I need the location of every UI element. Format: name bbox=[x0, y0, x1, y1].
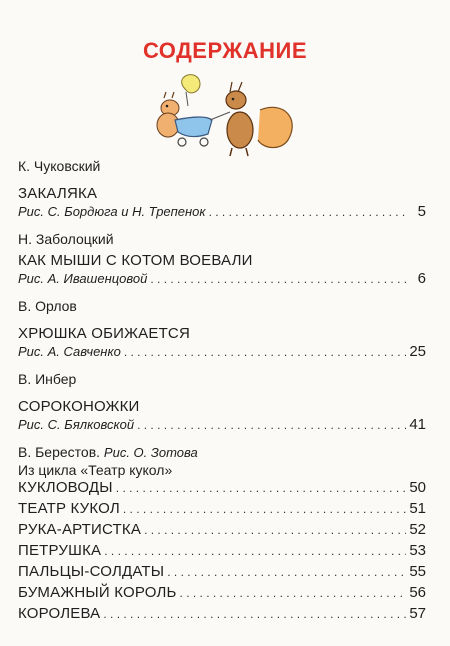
cycle-title: Из цикла «Театр кукол» bbox=[18, 462, 173, 478]
page-number: 57 bbox=[409, 605, 426, 622]
poem-title: РУКА-АРТИСТКА bbox=[18, 521, 142, 538]
list-item bbox=[18, 542, 426, 563]
dot-leader bbox=[116, 481, 407, 495]
page-number: 5 bbox=[417, 203, 426, 220]
entry-credit: Рис. А. Ивашенцовой bbox=[18, 271, 148, 286]
page-number: 55 bbox=[409, 563, 426, 580]
page-number: 41 bbox=[409, 416, 426, 433]
table-of-contents bbox=[18, 157, 426, 626]
dot-leader bbox=[124, 345, 406, 359]
poem-title: БУМАЖНЫЙ КОРОЛЬ bbox=[18, 584, 177, 601]
entry-author: В. Орлов bbox=[18, 298, 77, 314]
entry-title: КАК МЫШИ С КОТОМ ВОЕВАЛИ bbox=[18, 252, 253, 269]
entry-credit: Рис. А. Савченко bbox=[18, 344, 121, 359]
squirrel-and-hedgehog-with-stroller-icon bbox=[150, 70, 300, 160]
dot-leader bbox=[180, 586, 407, 600]
entry-title: ХРЮШКА ОБИЖАЕТСЯ bbox=[18, 325, 191, 342]
entry-author: В. Инбер bbox=[18, 371, 77, 387]
dot-leader bbox=[144, 523, 406, 537]
entry-author: Н. Заболоцкий bbox=[18, 231, 114, 247]
page-number: 56 bbox=[409, 584, 426, 601]
list-item bbox=[18, 584, 426, 605]
entry-credit-row bbox=[18, 416, 426, 433]
list-item bbox=[18, 500, 426, 521]
entry-title: ЗАКАЛЯКА bbox=[18, 185, 98, 202]
entry-credit-row bbox=[18, 270, 426, 287]
page-number: 53 bbox=[409, 542, 426, 559]
entry-author: К. Чуковский bbox=[18, 158, 101, 174]
entry-author: В. Берестов. bbox=[18, 444, 101, 460]
list-item bbox=[18, 605, 426, 626]
dot-leader bbox=[104, 544, 406, 558]
page-number: 25 bbox=[409, 343, 426, 360]
page-number: 52 bbox=[409, 521, 426, 538]
page-number: 6 bbox=[417, 270, 426, 287]
entry-credit-row bbox=[18, 343, 426, 360]
dot-leader bbox=[150, 272, 409, 286]
dot-leader bbox=[167, 565, 406, 579]
poem-title: ТЕАТР КУКОЛ bbox=[18, 500, 120, 517]
poem-title: КУКЛОВОДЫ bbox=[18, 479, 113, 496]
page-number: 50 bbox=[409, 479, 426, 496]
poem-title: ПЕТРУШКА bbox=[18, 542, 102, 559]
page-title: СОДЕРЖАНИЕ bbox=[142, 38, 308, 63]
list-item bbox=[18, 563, 426, 584]
entry-credit: Рис. С. Бордюга и Н. Трепенок bbox=[18, 204, 206, 219]
dot-leader bbox=[103, 607, 406, 621]
entry-credit-row bbox=[18, 203, 426, 220]
dot-leader bbox=[123, 502, 406, 516]
list-item bbox=[18, 479, 426, 500]
entry-title: СОРОКОНОЖКИ bbox=[18, 398, 140, 415]
page-number: 51 bbox=[409, 500, 426, 517]
entry-author-berestov bbox=[18, 443, 426, 462]
poem-title: ПАЛЬЦЫ-СОЛДАТЫ bbox=[18, 563, 165, 580]
dot-leader bbox=[209, 205, 409, 219]
entry-credit: Рис. С. Бялковской bbox=[18, 417, 135, 432]
entry-credit: Рис. О. Зотова bbox=[103, 445, 198, 460]
dot-leader bbox=[137, 418, 406, 432]
list-item bbox=[18, 521, 426, 542]
poem-title: КОРОЛЕВА bbox=[18, 605, 101, 622]
